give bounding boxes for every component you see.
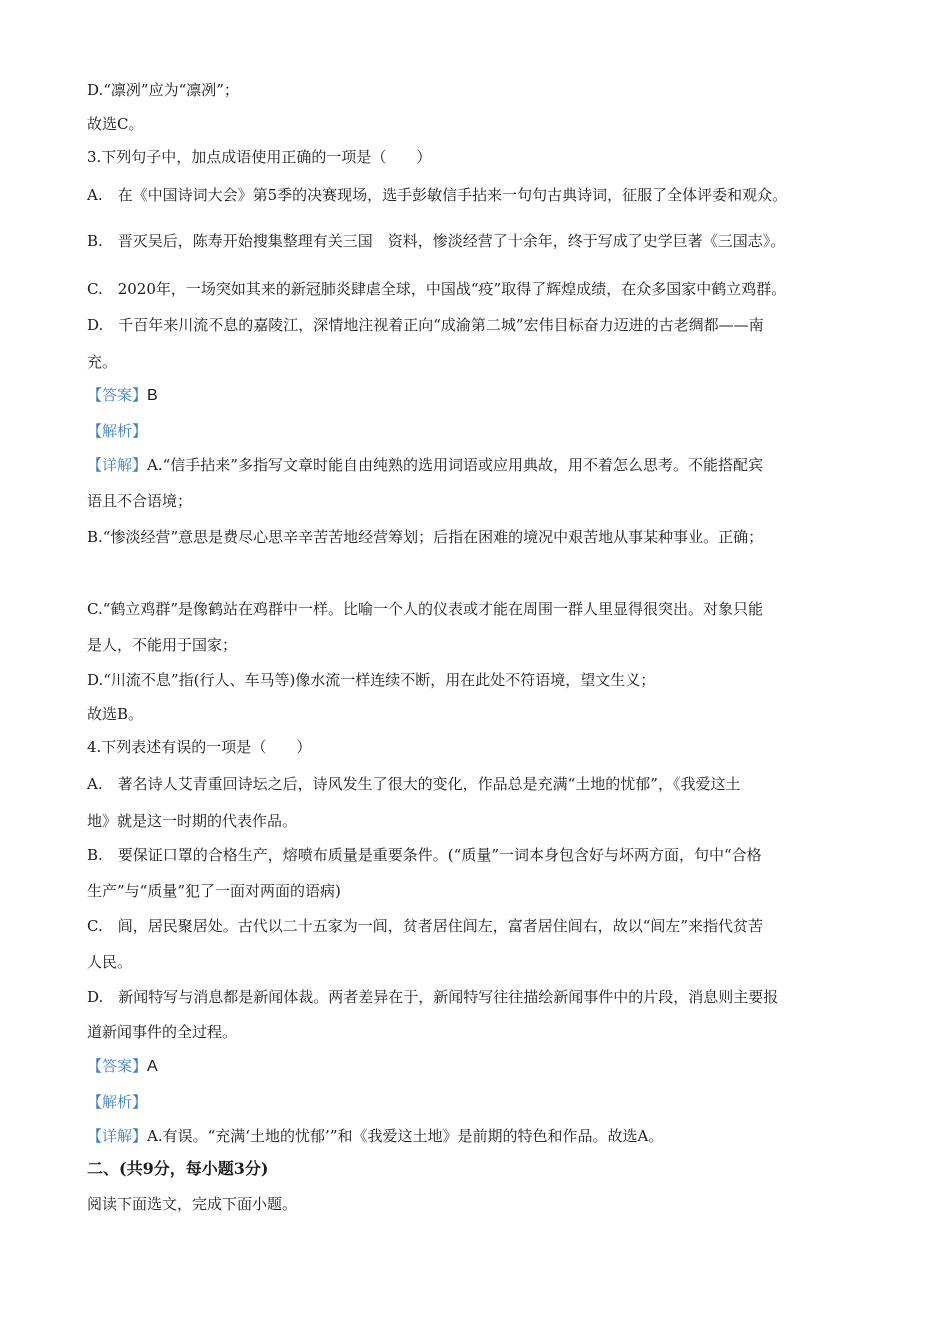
option-d-correction: D.“凛冽”应为“凛冽”； [87,81,239,99]
question-4-option-d-cont: 道新闻事件的全过程。 [87,1023,238,1041]
question-4-option-c: C. 闾，居民聚居处。古代以二十五家为一闾，贫者居住闾左，富者居住闾右，故以“闾左”来指代贫苦 [87,917,764,935]
question-4-option-b: B. 要保证口罩的合格生产，熔喷布质量是重要条件。(“质量”一词本身包含好与坏两方面，句中“合格 [87,846,762,864]
reading-instruction: 阅读下面选文，完成下面小题。 [87,1195,298,1213]
question-4-option-c-cont: 人民。 [87,953,133,971]
detail-text: A.有误。“充满‘土地的忧郁’”和《我爱这土地》是前期的特色和作品。故选A。 [147,1127,664,1145]
analysis-row [87,1092,877,1112]
detail-b: B.“惨淡经营”意思是费尽心思辛辛苦苦地经营筹划；后指在困难的境况中艰苦地从事某种事业。正确； [87,528,764,546]
question-3-option-d-cont: 充。 [87,353,118,371]
question-3-option-c: C. 2020年，一场突如其来的新冠肺炎肆虐全球，中国战“疫”取得了辉煌成绩，在众多国家中鹤立鸡群。 [87,280,787,298]
answer-value: A [147,1058,158,1075]
question-4-option-d: D. 新闻特写与消息都是新闻体裁。两者差异在于，新闻特写往往描绘新闻事件中的片段，消息则主要报 [87,988,779,1006]
question-3-option-a: A. 在《中国诗词大会》第5季的决赛现场，选手彭敏信手拈来一句句古典诗词，征服了全体评委和观众。 [87,186,788,204]
question-4-option-a-cont: 地》就是这一时期的代表作品。 [87,812,298,830]
question-3-option-b: B. 晋灭吴后，陈寿开始搜集整理有关三国 资料，惨淡经营了十余年，终于写成了史学巨著《三国志》。 [87,232,786,250]
analysis-tag: 【解析】 [87,422,148,440]
answer-row [87,385,877,406]
detail-c: C.“鹤立鸡群”是像鹤站在鸡群中一样。比喻一个人的仪表或才能在周围一群人里显得很突出。对象只能 [87,600,764,618]
answer-tag: 【答案】 [87,386,148,404]
detail-row [87,455,877,475]
detail-row [87,1126,877,1146]
question-3-option-d: D. 千百年来川流不息的嘉陵江，深情地注视着正向“成渝第二城”宏伟目标奋力迈进的古老绸都——南 [87,316,764,334]
question-4-option-a: A. 著名诗人艾青重回诗坛之后，诗风发生了很大的变化，作品总是充满“土地的忧郁”，《我爱这土 [87,775,741,793]
section-heading: 二、(共9分，每小题3分) [87,1159,269,1178]
detail-text: A.“信手拈来”多指写文章时能自由纯熟的选用词语或应用典故，用不着怎么思考。不能搭配宾 [147,456,763,474]
question-4-stem: 4.下列表述有误的一项是（ ） [87,738,312,756]
question-3-stem: 3.下列句子中，加点成语使用正确的一项是（ ） [87,148,432,166]
detail-tag: 【详解】 [87,456,148,474]
conclusion-line: 故选C。 [87,115,144,133]
answer-tag: 【答案】 [87,1057,148,1075]
analysis-row [87,421,877,441]
answer-value: B [147,387,158,404]
detail-tag: 【详解】 [87,1127,148,1145]
analysis-tag: 【解析】 [87,1093,148,1111]
detail-d: D.“川流不息”指(行人、车马等)像水流一样连续不断，用在此处不符语境，望文生义； [87,671,656,689]
detail-cont: 语且不合语境； [87,492,193,510]
answer-row [87,1056,877,1077]
conclusion-line: 故选B。 [87,705,144,723]
detail-c-cont: 是人，不能用于国家； [87,636,238,654]
question-4-option-b-cont: 生产”与“质量”犯了一面对两面的语病) [87,882,341,900]
